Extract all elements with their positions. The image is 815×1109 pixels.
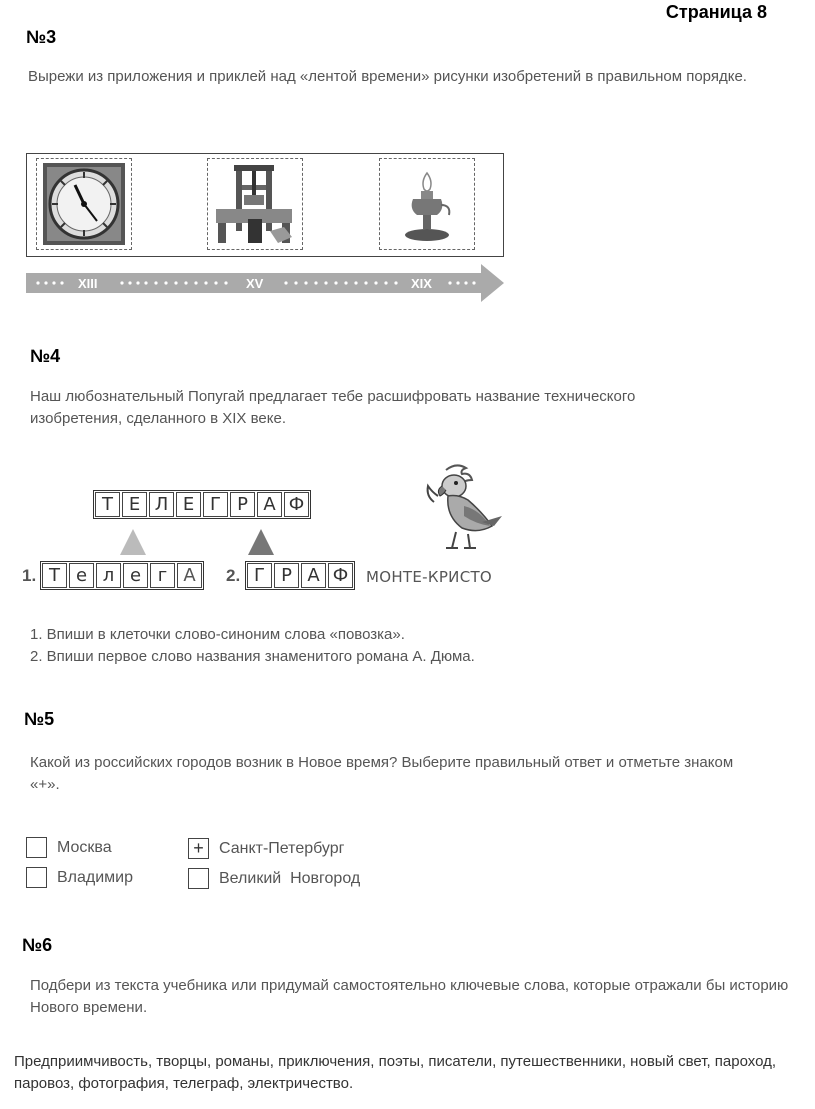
answer-cell: Е	[122, 492, 147, 517]
task4-instruction-2: 2. Впиши первое слово названия знаменитого романа А. Дюма.	[30, 648, 475, 665]
row2-cell: Г	[247, 563, 272, 588]
task4-instruction-1: 1. Впиши в клеточки слово-синоним слова «повозка».	[30, 626, 405, 643]
printing-press-icon	[208, 159, 302, 249]
row1-cell: Т	[42, 563, 67, 588]
parrot-icon	[412, 462, 508, 556]
answer-cell: Т	[95, 492, 120, 517]
task5-number: №5	[24, 709, 55, 729]
option-moskva[interactable]	[26, 837, 112, 858]
option-vladimir[interactable]	[26, 867, 133, 888]
row1-label: 1.	[22, 566, 37, 585]
task3-text: Вырежи из приложения и приклей над «лентой времени» рисунки изобретений в правильном порядке.	[28, 68, 747, 85]
option-sankt-peterburg[interactable]	[188, 838, 344, 859]
row1-cell: е	[123, 563, 148, 588]
checkbox[interactable]	[188, 868, 209, 889]
task3-number: №3	[26, 27, 57, 47]
answer-word-cells	[93, 490, 311, 519]
task4-text: Наш любознательный Попугай предлагает тебе расшифровать название технического изобретения, сделанного в XIX веке.	[30, 388, 636, 427]
answer-cell: Р	[230, 492, 255, 517]
task6-number: №6	[22, 935, 53, 955]
timeline-images-panel	[26, 153, 504, 257]
checkbox[interactable]	[26, 867, 47, 888]
century-label-2: XV	[246, 276, 264, 291]
option-label: Санкт-Петербург	[219, 839, 345, 857]
checkbox-checked[interactable]: +	[188, 838, 209, 859]
row2-cell: Ф	[328, 563, 353, 588]
task6-text: Подбери из текста учебника или придумай самостоятельно ключевые слова, которые отражали бы историю Нового времени.	[30, 977, 789, 1016]
row2-cell: Р	[274, 563, 299, 588]
timeline-arrow	[26, 264, 504, 302]
row1-cell: г	[150, 563, 175, 588]
row1-cells	[40, 561, 204, 590]
option-label: Владимир	[57, 868, 134, 886]
row2-cell: А	[301, 563, 326, 588]
row2-cells	[245, 561, 355, 590]
answer-cell: Ф	[284, 492, 309, 517]
answer-cell: А	[257, 492, 282, 517]
checkbox[interactable]	[26, 837, 47, 858]
row2-label: 2.	[226, 566, 241, 585]
task5-text: Какой из российских городов возник в Новое время? Выберите правильный ответ и отметьте знаком «+».	[30, 754, 734, 793]
clock-icon	[37, 159, 131, 249]
printing-press-slot	[207, 158, 303, 250]
option-velikiy-novgorod[interactable]	[188, 868, 360, 889]
monte-cristo-label: МОНТЕ-КРИСТО	[366, 568, 493, 586]
task6-answer: Предприимчивость, творцы, романы, приключения, поэты, писатели, путешественники, новый свет, пароход, паровоз, фотография, телеграф, электричество.	[14, 1053, 777, 1092]
row1-cell: л	[96, 563, 121, 588]
oil-lamp-icon	[380, 159, 474, 249]
answer-cell: Г	[203, 492, 228, 517]
task4-number: №4	[30, 346, 61, 366]
century-label-3: XIX	[411, 276, 432, 291]
page-number: Страница 8	[665, 2, 767, 22]
clock-slot	[36, 158, 132, 250]
option-label: Великий Новгород	[219, 869, 361, 887]
triangle-pointer-dark	[246, 527, 276, 557]
row1-cell: А	[177, 563, 202, 588]
triangle-pointer-light	[118, 527, 148, 557]
answer-cell: Е	[176, 492, 201, 517]
row1-cell: е	[69, 563, 94, 588]
lamp-slot	[379, 158, 475, 250]
option-label: Москва	[57, 838, 112, 856]
century-label-1: XIII	[78, 276, 98, 291]
answer-cell: Л	[149, 492, 174, 517]
